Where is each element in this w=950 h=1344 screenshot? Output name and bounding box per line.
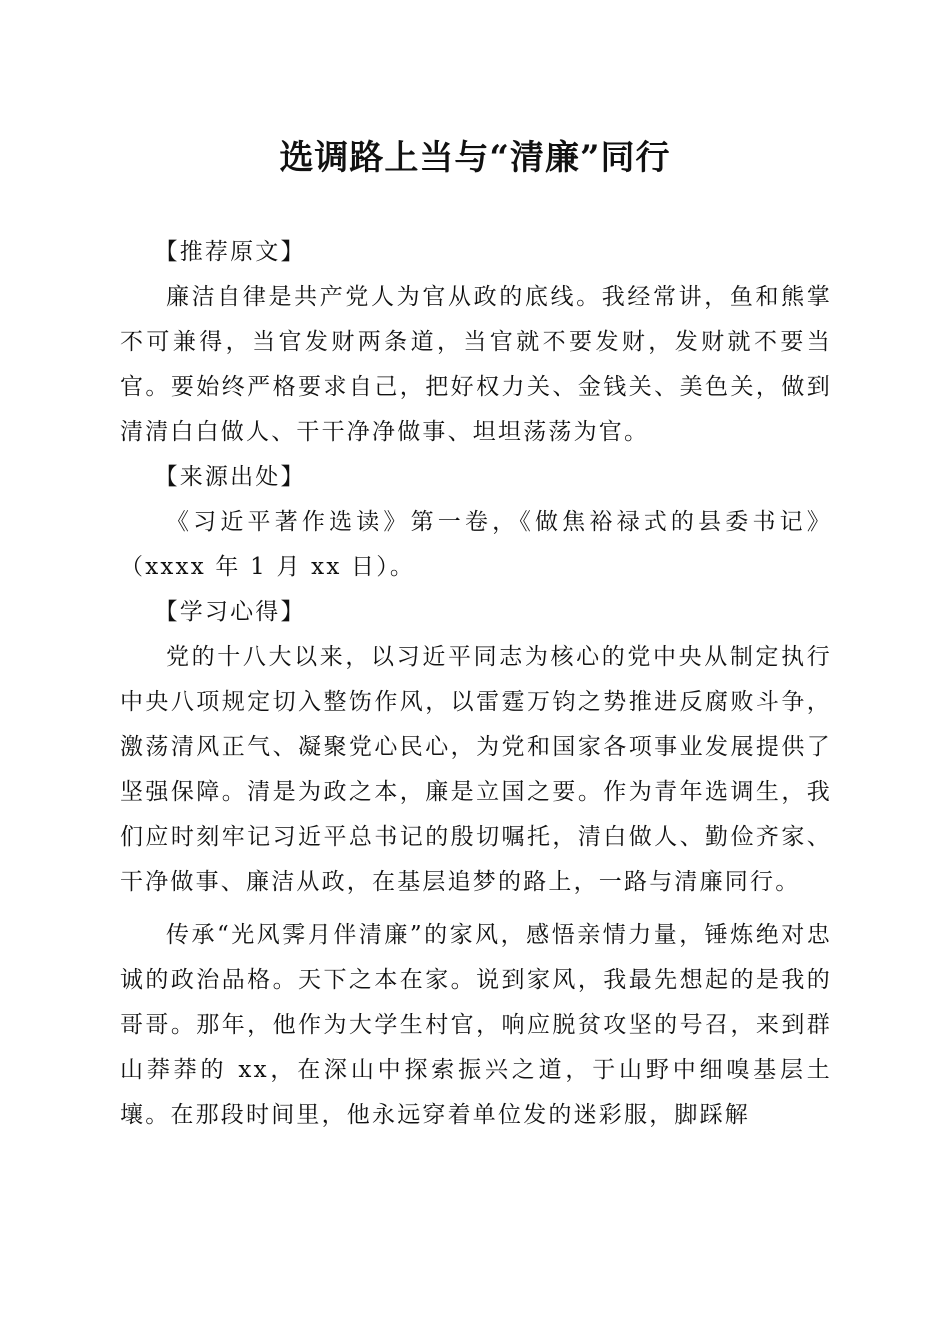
study-paragraph-1: 党的十八大以来，以习近平同志为核心的党中央从制定执行中央八项规定切入整饬作风，以雷霆万钧之势推进反腐败斗争，激荡清风正气、凝聚党心民心，为党和国家各项事业发展提供了坚强保障。清是为政之本，廉是立国之要。作为青年选调生，我们应时刻牢记习近平总书记的殷切嘱托，清白做人、勤俭齐家、干净做事、廉洁从政，在基层追梦的路上，一路与清廉同行。 [120,644,832,895]
recommend-heading: 【推荐原文】 [154,239,306,265]
recommend-text: 廉洁自律是共产党人为官从政的底线。我经常讲，鱼和熊掌不可兼得，当官发财两条道，当官就不要发财，发财就不要当官。要始终严格要求自己，把好权力关、金钱关、美色关，做到清清白白做人、干干净净做事、坦坦荡荡为官。 [120,284,832,445]
study-heading: 【学习心得】 [154,599,306,625]
document-title: 选调路上当与“清廉”同行 [279,138,671,178]
source-heading: 【来源出处】 [154,464,306,490]
study-paragraph-2: 传承“光风霁月伴清廉”的家风，感悟亲情力量，锤炼绝对忠诚的政治品格。天下之本在家。说到家风，我最先想起的是我的哥哥。那年，他作为大学生村官，响应脱贫攻坚的号召，来到群山莽莽的 xx，在深山中探索振兴之道，于山野中细嗅基层土壤。在那段时间里，他永远穿着单位发的迷彩服，脚踩解 [120,922,832,1128]
document-body [120,230,832,1138]
source-text: 《习近平著作选读》第一卷，《做焦裕禄式的县委书记》（xxxx 年 1 月 xx 日）。 [120,509,832,580]
